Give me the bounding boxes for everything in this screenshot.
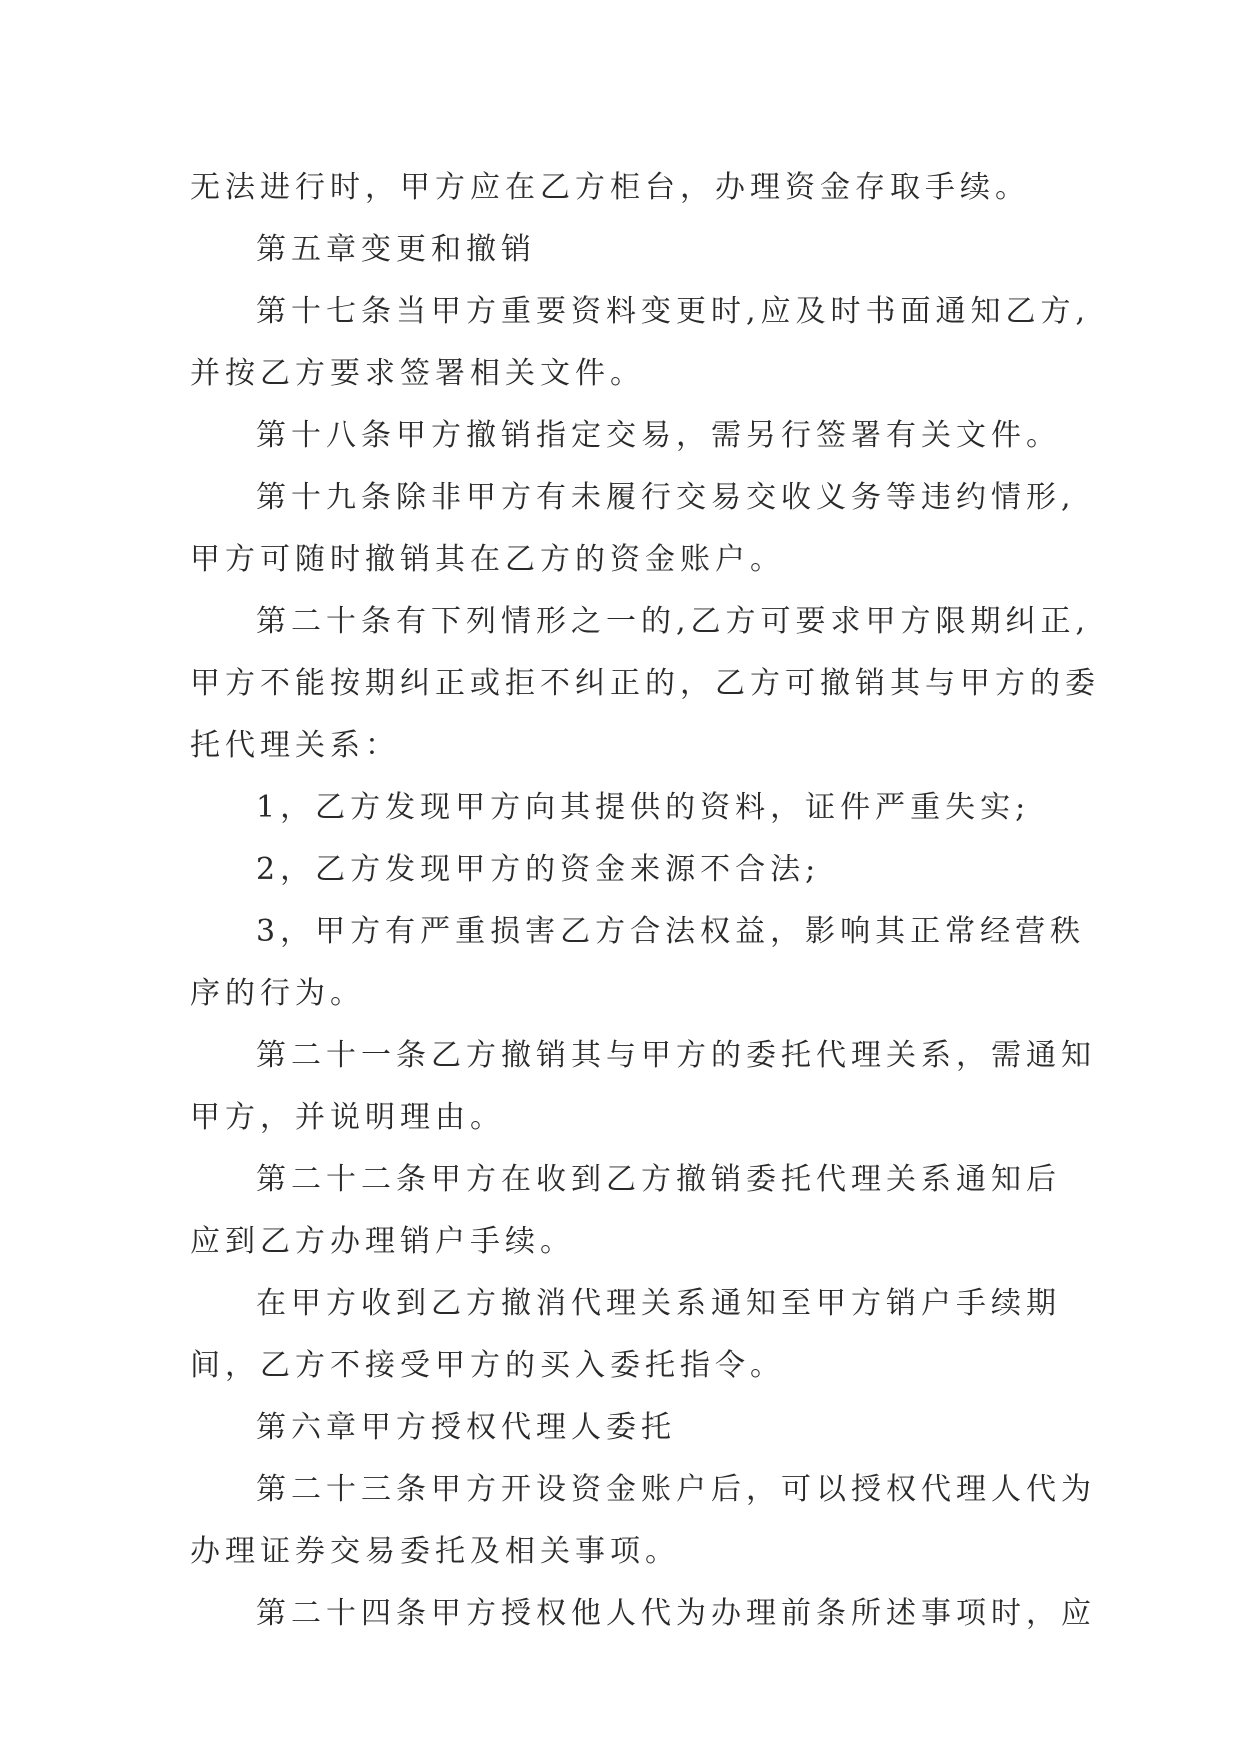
- article-19: 第十九条除非甲方有未履行交易交收义务等违约情形,: [256, 480, 1076, 515]
- paragraph: 在甲方收到乙方撤消代理关系通知至甲方销户手续期: [256, 1286, 1061, 1321]
- article-20: 第二十条有下列情形之一的,乙方可要求甲方限期纠正,: [256, 604, 1091, 639]
- article-22: 第二十二条甲方在收到乙方撤销委托代理关系通知后: [256, 1162, 1061, 1197]
- text-line: 办理证券交易委托及相关事项。: [190, 1534, 680, 1569]
- list-item-1: 1，乙方发现甲方向其提供的资料，证件严重失实;: [256, 790, 1031, 825]
- text-line: 并按乙方要求签署相关文件。: [190, 356, 645, 391]
- list-item-2: 2，乙方发现甲方的资金来源不合法;: [256, 852, 821, 887]
- text-line: 甲方，并说明理由。: [190, 1100, 505, 1135]
- text-line: 托代理关系：: [190, 728, 400, 763]
- text-line: 间，乙方不接受甲方的买入委托指令。: [190, 1348, 785, 1383]
- article-24: 第二十四条甲方授权他人代为办理前条所述事项时，应: [256, 1596, 1096, 1631]
- text-line: 甲方不能按期纠正或拒不纠正的，乙方可撤销其与甲方的委: [190, 666, 1100, 701]
- chapter-heading: 第六章甲方授权代理人委托: [256, 1410, 676, 1445]
- text-line: 应到乙方办理销户手续。: [190, 1224, 575, 1259]
- document-body: [190, 157, 1100, 1645]
- article-21: 第二十一条乙方撤销其与甲方的委托代理关系，需通知: [256, 1038, 1096, 1073]
- list-item-3: 3，甲方有严重损害乙方合法权益，影响其正常经营秩: [256, 914, 1086, 949]
- article-17: 第十七条当甲方重要资料变更时,应及时书面通知乙方,: [256, 294, 1091, 329]
- text-line: 甲方可随时撤销其在乙方的资金账户。: [190, 542, 785, 577]
- article-23: 第二十三条甲方开设资金账户后，可以授权代理人代为: [256, 1472, 1096, 1507]
- text-line: 无法进行时，甲方应在乙方柜台，办理资金存取手续。: [190, 170, 1030, 205]
- text-line: 序的行为。: [190, 976, 365, 1011]
- article-18: 第十八条甲方撤销指定交易，需另行签署有关文件。: [256, 418, 1061, 453]
- chapter-heading: 第五章变更和撤销: [256, 232, 536, 267]
